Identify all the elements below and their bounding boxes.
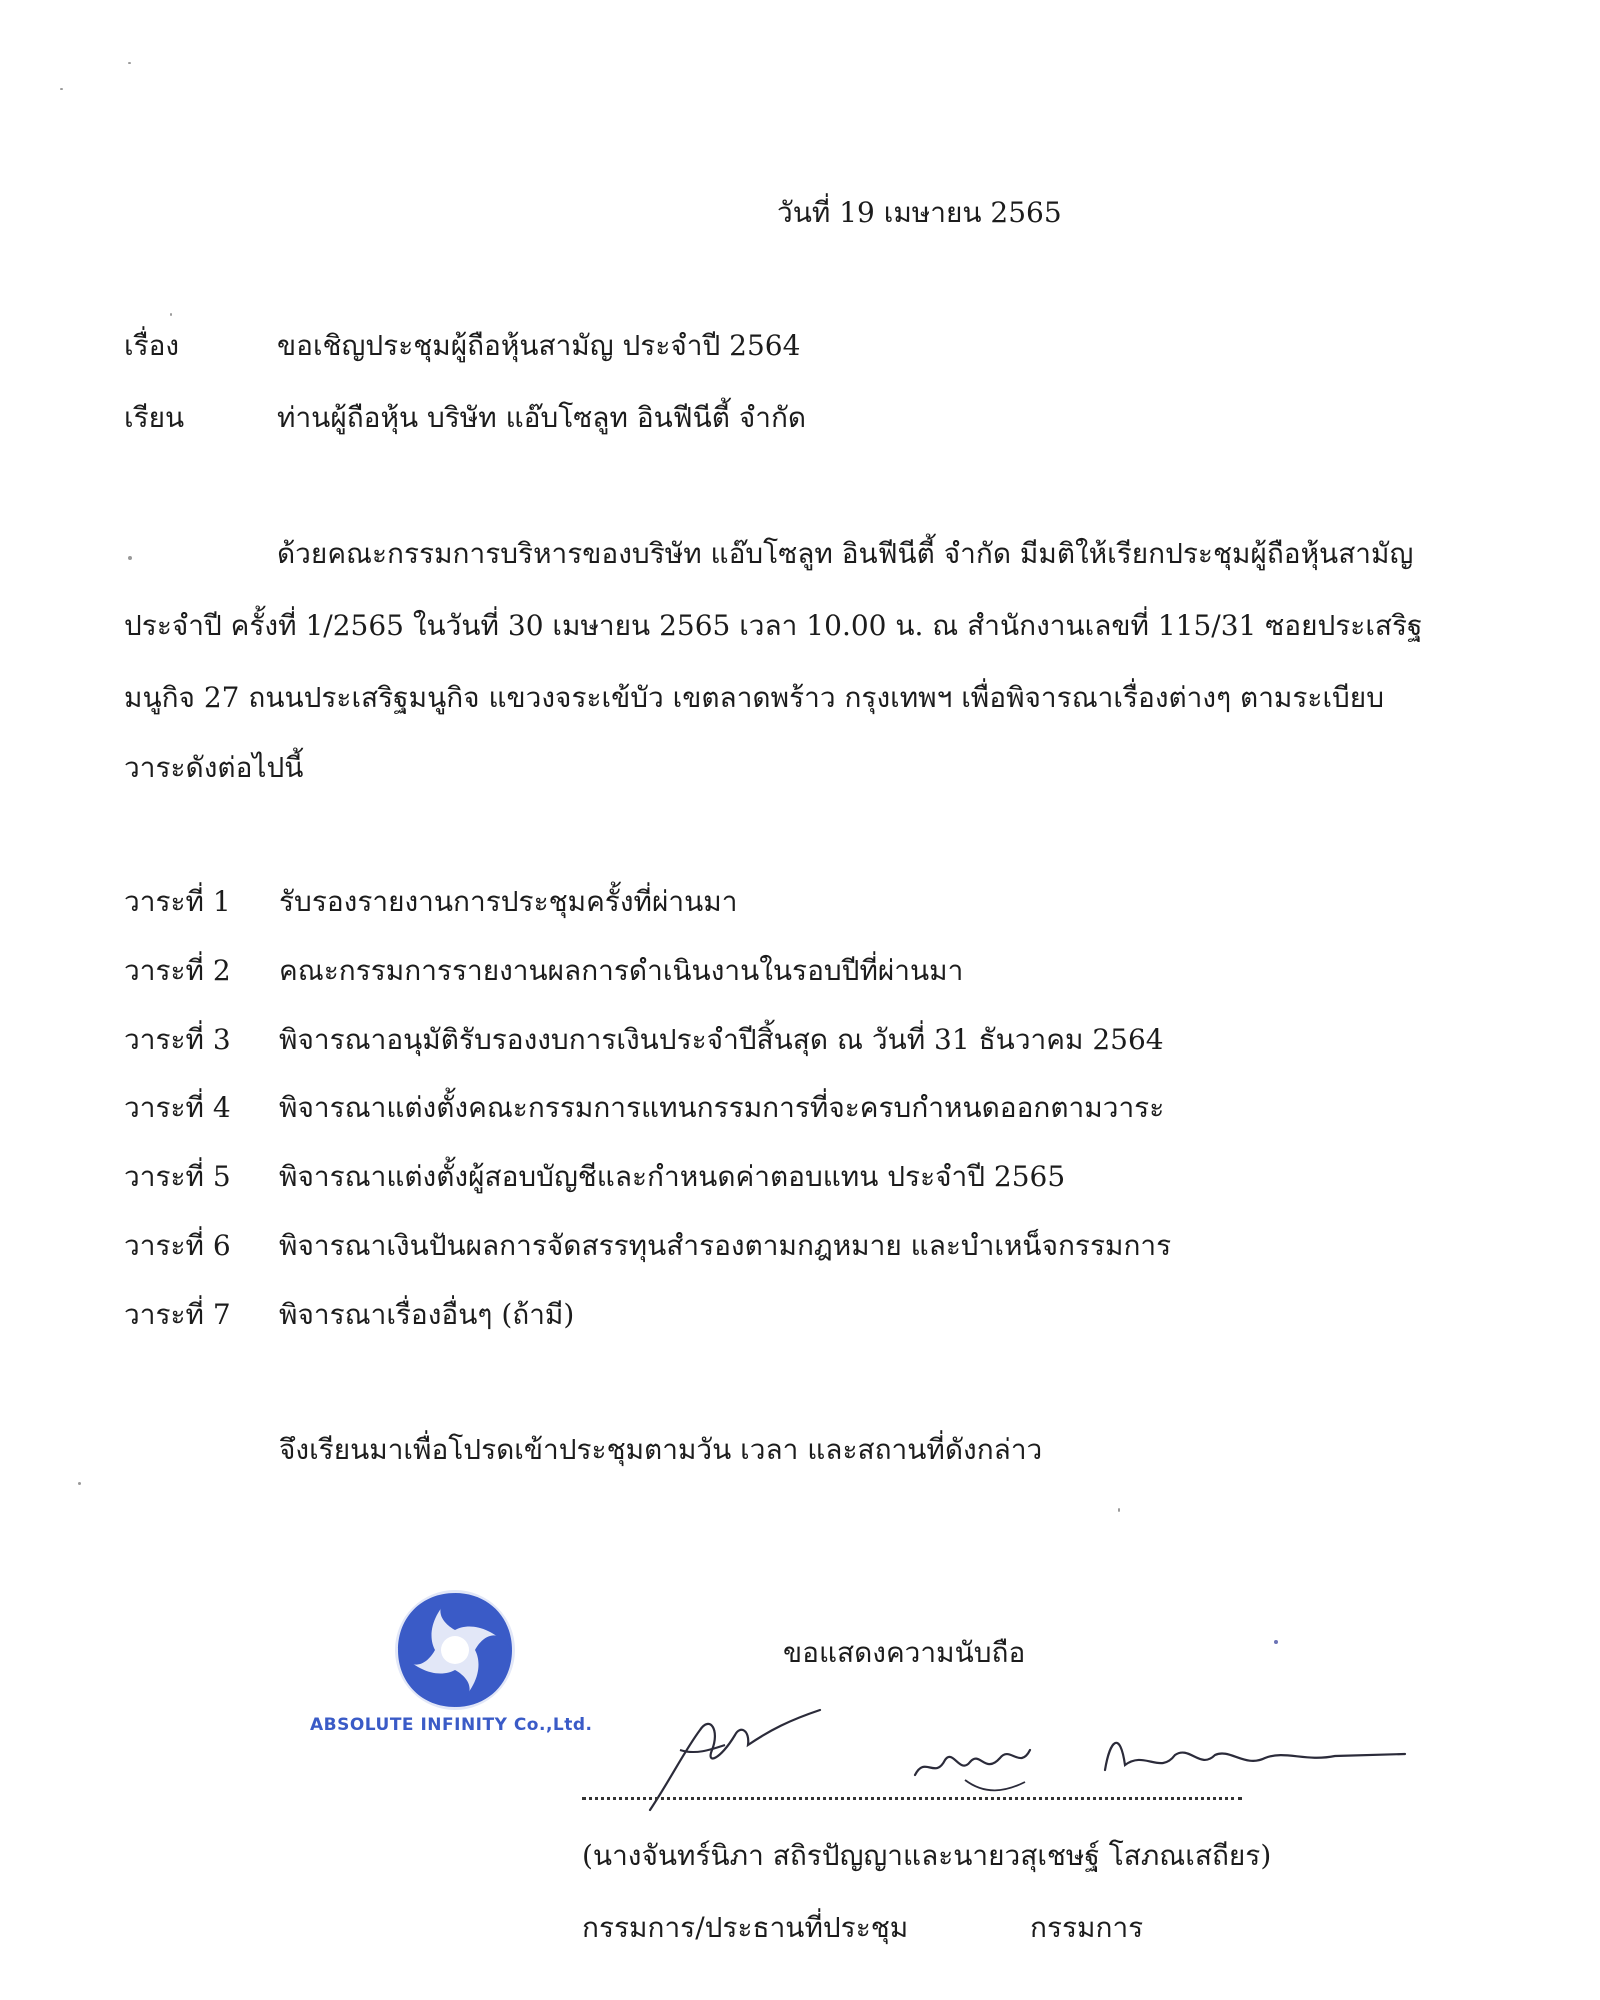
- agenda-item-label: วาระที่ 5: [124, 1160, 231, 1193]
- agenda-item-text: พิจารณาเรื่องอื่นๆ (ถ้ามี): [279, 1298, 575, 1331]
- scan-speck: [1274, 1640, 1278, 1644]
- scan-speck: [170, 313, 172, 316]
- company-logo-icon: [390, 1585, 520, 1715]
- scan-speck: [78, 1482, 81, 1485]
- body-paragraph-line: ด้วยคณะกรรมการบริหารของบริษัท แอ๊บโซลูท อินฟีนีตี้ จำกัด มีมติให้เรียกประชุมผู้ถือหุ้นสามัญ: [277, 537, 1414, 570]
- signature-1: [640, 1690, 840, 1830]
- scan-speck: [128, 62, 131, 64]
- agenda-item-text: พิจารณาเงินปันผลการจัดสรรทุนสำรองตามกฎหมาย และบำเหน็จกรรมการ: [279, 1229, 1172, 1262]
- subject-text: ขอเชิญประชุมผู้ถือหุ้นสามัญ ประจำปี 2564: [277, 329, 801, 362]
- signature-dotted-line: [582, 1797, 1242, 1800]
- letter-date: วันที่ 19 เมษายน 2565: [777, 196, 1062, 229]
- body-paragraph-line: วาระดังต่อไปนี้: [124, 751, 304, 784]
- signature-2: [905, 1720, 1415, 1800]
- scan-speck: [60, 88, 63, 90]
- signatory-title-director: กรรมการ: [1030, 1911, 1144, 1944]
- company-logo-text: ABSOLUTE INFINITY Co.,Ltd.: [310, 1715, 593, 1735]
- agenda-item-label: วาระที่ 7: [124, 1298, 231, 1331]
- agenda-item-label: วาระที่ 4: [124, 1091, 231, 1124]
- closing-sentence: จึงเรียนมาเพื่อโปรดเข้าประชุมตามวัน เวลา และสถานที่ดังกล่าว: [279, 1433, 1043, 1466]
- signatory-title-chair: กรรมการ/ประธานที่ประชุม: [582, 1911, 909, 1944]
- body-paragraph-line: ประจำปี ครั้งที่ 1/2565 ในวันที่ 30 เมษายน 2565 เวลา 10.00 น. ณ สำนักงานเลขที่ 115/31 ซอยประเสริฐ: [124, 609, 1423, 642]
- agenda-item-text: รับรองรายงานการประชุมครั้งที่ผ่านมา: [279, 885, 738, 918]
- agenda-item-label: วาระที่ 6: [124, 1229, 231, 1262]
- agenda-item-label: วาระที่ 1: [124, 885, 231, 918]
- signatory-names: (นางจันทร์นิภา สถิรปัญญาและนายวสุเชษฐ์ โสภณเสถียร): [582, 1839, 1272, 1872]
- body-paragraph-line: มนูกิจ 27 ถนนประเสริฐมนูกิจ แขวงจระเข้บัว เขตลาดพร้าว กรุงเทพฯ เพื่อพิจารณาเรื่องต่างๆ ตามระเบียบ: [124, 681, 1384, 714]
- agenda-item-label: วาระที่ 3: [124, 1023, 231, 1056]
- scan-speck: [1118, 1508, 1120, 1512]
- recipient-label: เรียน: [124, 401, 185, 434]
- agenda-item-text: คณะกรรมการรายงานผลการดำเนินงานในรอบปีที่ผ่านมา: [279, 954, 964, 987]
- agenda-item-text: พิจารณาแต่งตั้งผู้สอบบัญชีและกำหนดค่าตอบแทน ประจำปี 2565: [279, 1160, 1066, 1193]
- regards-text: ขอแสดงความนับถือ: [783, 1636, 1026, 1669]
- subject-label: เรื่อง: [124, 329, 180, 362]
- agenda-item-label: วาระที่ 2: [124, 954, 231, 987]
- recipient-text: ท่านผู้ถือหุ้น บริษัท แอ๊บโซลูท อินฟีนีตี้ จำกัด: [277, 401, 807, 434]
- scan-speck: [128, 556, 132, 560]
- agenda-item-text: พิจารณาอนุมัติรับรองงบการเงินประจำปีสิ้นสุด ณ วันที่ 31 ธันวาคม 2564: [279, 1023, 1164, 1056]
- agenda-item-text: พิจารณาแต่งตั้งคณะกรรมการแทนกรรมการที่จะครบกำหนดออกตามวาระ: [279, 1091, 1165, 1124]
